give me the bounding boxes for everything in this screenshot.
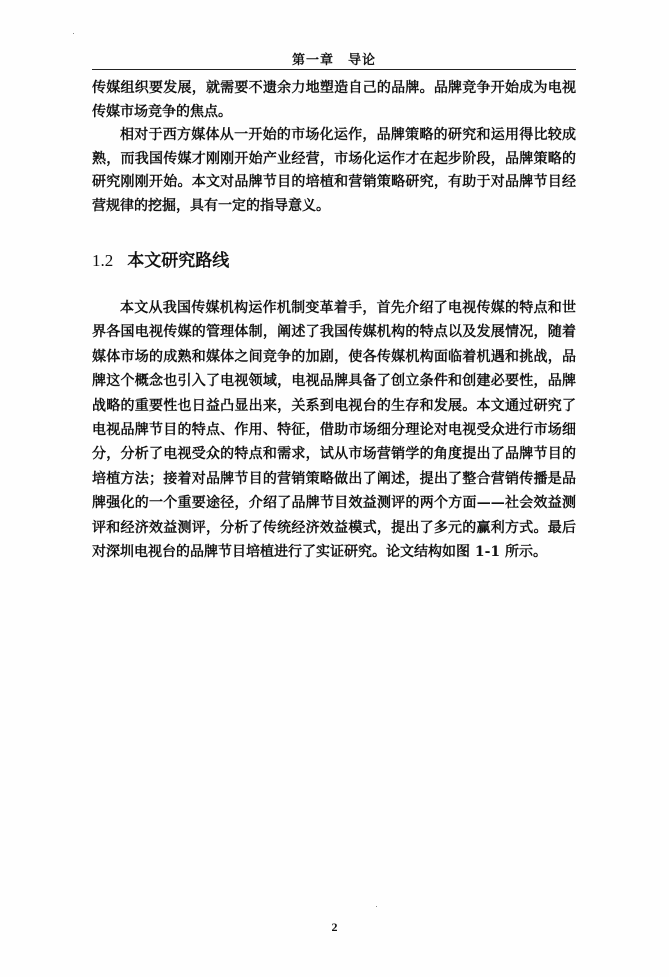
- scan-speck: [73, 33, 74, 34]
- section-number: 1.2: [92, 251, 114, 270]
- body-paragraph-1: 传媒组织要发展，就需要不遗余力地塑造自己的品牌。品牌竞争开始成为电视传媒市场竞争的焦点。: [92, 80, 576, 120]
- body-paragraph-2: 相对于西方媒体从一开始的市场化运作，品牌策略的研究和运用得比较成熟，而我国传媒才刚刚开始产业经营，市场化运作才在起步阶段，品牌策略的研究刚刚开始。本文对品牌节目的培植和营销策略研究，有助于对品牌节目经营规律的挖掘，具有一定的指导意义。: [92, 127, 576, 215]
- section-title: 本文研究路线: [127, 251, 230, 271]
- section-heading: [92, 246, 229, 271]
- scan-speck: [376, 906, 377, 907]
- body-paragraph-3: 本文从我国传媒机构运作机制变革着手，首先介绍了电视传媒的特点和世界各国电视传媒的管理体制，阐述了我国传媒机构的特点以及发展情况，随着媒体市场的成熟和媒体之间竞争的加剧，使各传媒机构面临着机遇和挑战，品牌这个概念也引入了电视领域，电视品牌具备了创立条件和创建必要性，品牌战略的重要性也日益凸显出来，关系到电视台的生存和发展。本文通过研究了电视品牌节目的特点、作用、特征，借助市场细分理论对电视受众进行市场细分，分析了电视受众的特点和需求，试从市场营销学的角度提出了品牌节目的培植方法；接着对品牌节目的营销策略做出了阐述，提出了整合营销传播是品牌强化的一个重要途径，介绍了品牌节目效益测评的两个方面——社会效益测评和经济效益测评，分析了传统经济效益模式，提出了多元的赢利方式。最后对深圳电视台的品牌节目培植进行了实证研究。论文结构如图 1-1 所示。: [92, 300, 576, 561]
- header-rule: [92, 69, 576, 70]
- running-header: 第一章 导论: [291, 53, 376, 68]
- page-number: 2: [331, 920, 338, 934]
